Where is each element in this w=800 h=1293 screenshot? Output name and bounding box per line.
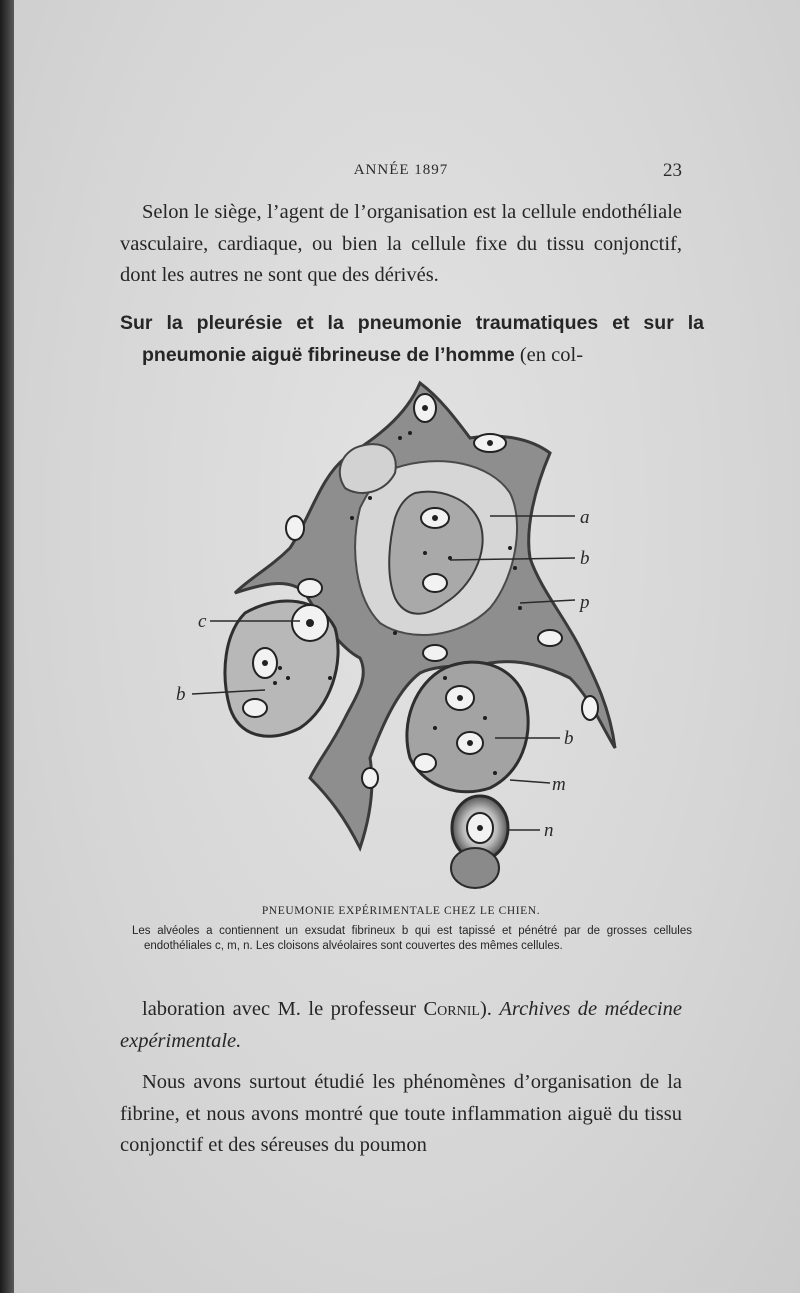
label-b-lower: b xyxy=(564,728,574,749)
paragraph-2 xyxy=(120,994,682,1057)
label-b-right: b xyxy=(580,548,590,569)
figure-caption-title: PNEUMONIE EXPÉRIMENTALE CHEZ LE CHIEN. xyxy=(261,905,541,917)
paragraph-3: Nous avons surtout étudié les phénomènes d’organisation de la fibrine, et nous avons montré que toute inflammation aiguë du tissu conjonctif et des séreuses du poumon xyxy=(120,1071,682,1156)
page-edge-shadow xyxy=(0,0,14,1293)
label-m: m xyxy=(552,774,566,795)
author-name: Cornil xyxy=(423,998,480,1020)
page-number: 23 xyxy=(663,160,682,181)
label-p: p xyxy=(580,592,590,613)
paragraph-1: Selon le siège, l’agent de l’organisation est la cellule endothéliale vasculaire, cardiaque, ou bien la cellule fixe du tissu conjonctif, dont les autres ne sont que des dérivés. xyxy=(120,201,682,286)
label-c: c xyxy=(198,611,207,632)
running-head: ANNÉE 1897 xyxy=(353,162,449,178)
page-header xyxy=(120,160,682,184)
figure-illustration xyxy=(170,378,630,898)
heading-continuation: (en col- xyxy=(514,343,584,366)
paragraph-2-start: laboration avec M. le professeur xyxy=(142,998,424,1020)
label-a: a xyxy=(580,507,590,528)
section-heading xyxy=(120,308,704,371)
figure-caption-text: Les alvéoles a contiennent un exsudat fibrineux b qui est tapissé et pénétré par de grosses cellules endothéliales c, m, n. Les cloisons alvéolaires sont couvertes des mêmes cellules. xyxy=(132,925,692,952)
label-n: n xyxy=(544,820,554,841)
cell-bottom xyxy=(451,848,499,888)
journal-title: Archives de médecine expérimentale. xyxy=(120,998,682,1052)
histology-figure xyxy=(170,378,630,898)
paragraph-2-mid: ). xyxy=(479,998,500,1020)
heading-title: Sur la pleurésie et la pneumonie traumatiques et sur la pneumonie aiguë fibrineuse de l’homme xyxy=(120,312,704,366)
label-b-left: b xyxy=(176,684,186,705)
